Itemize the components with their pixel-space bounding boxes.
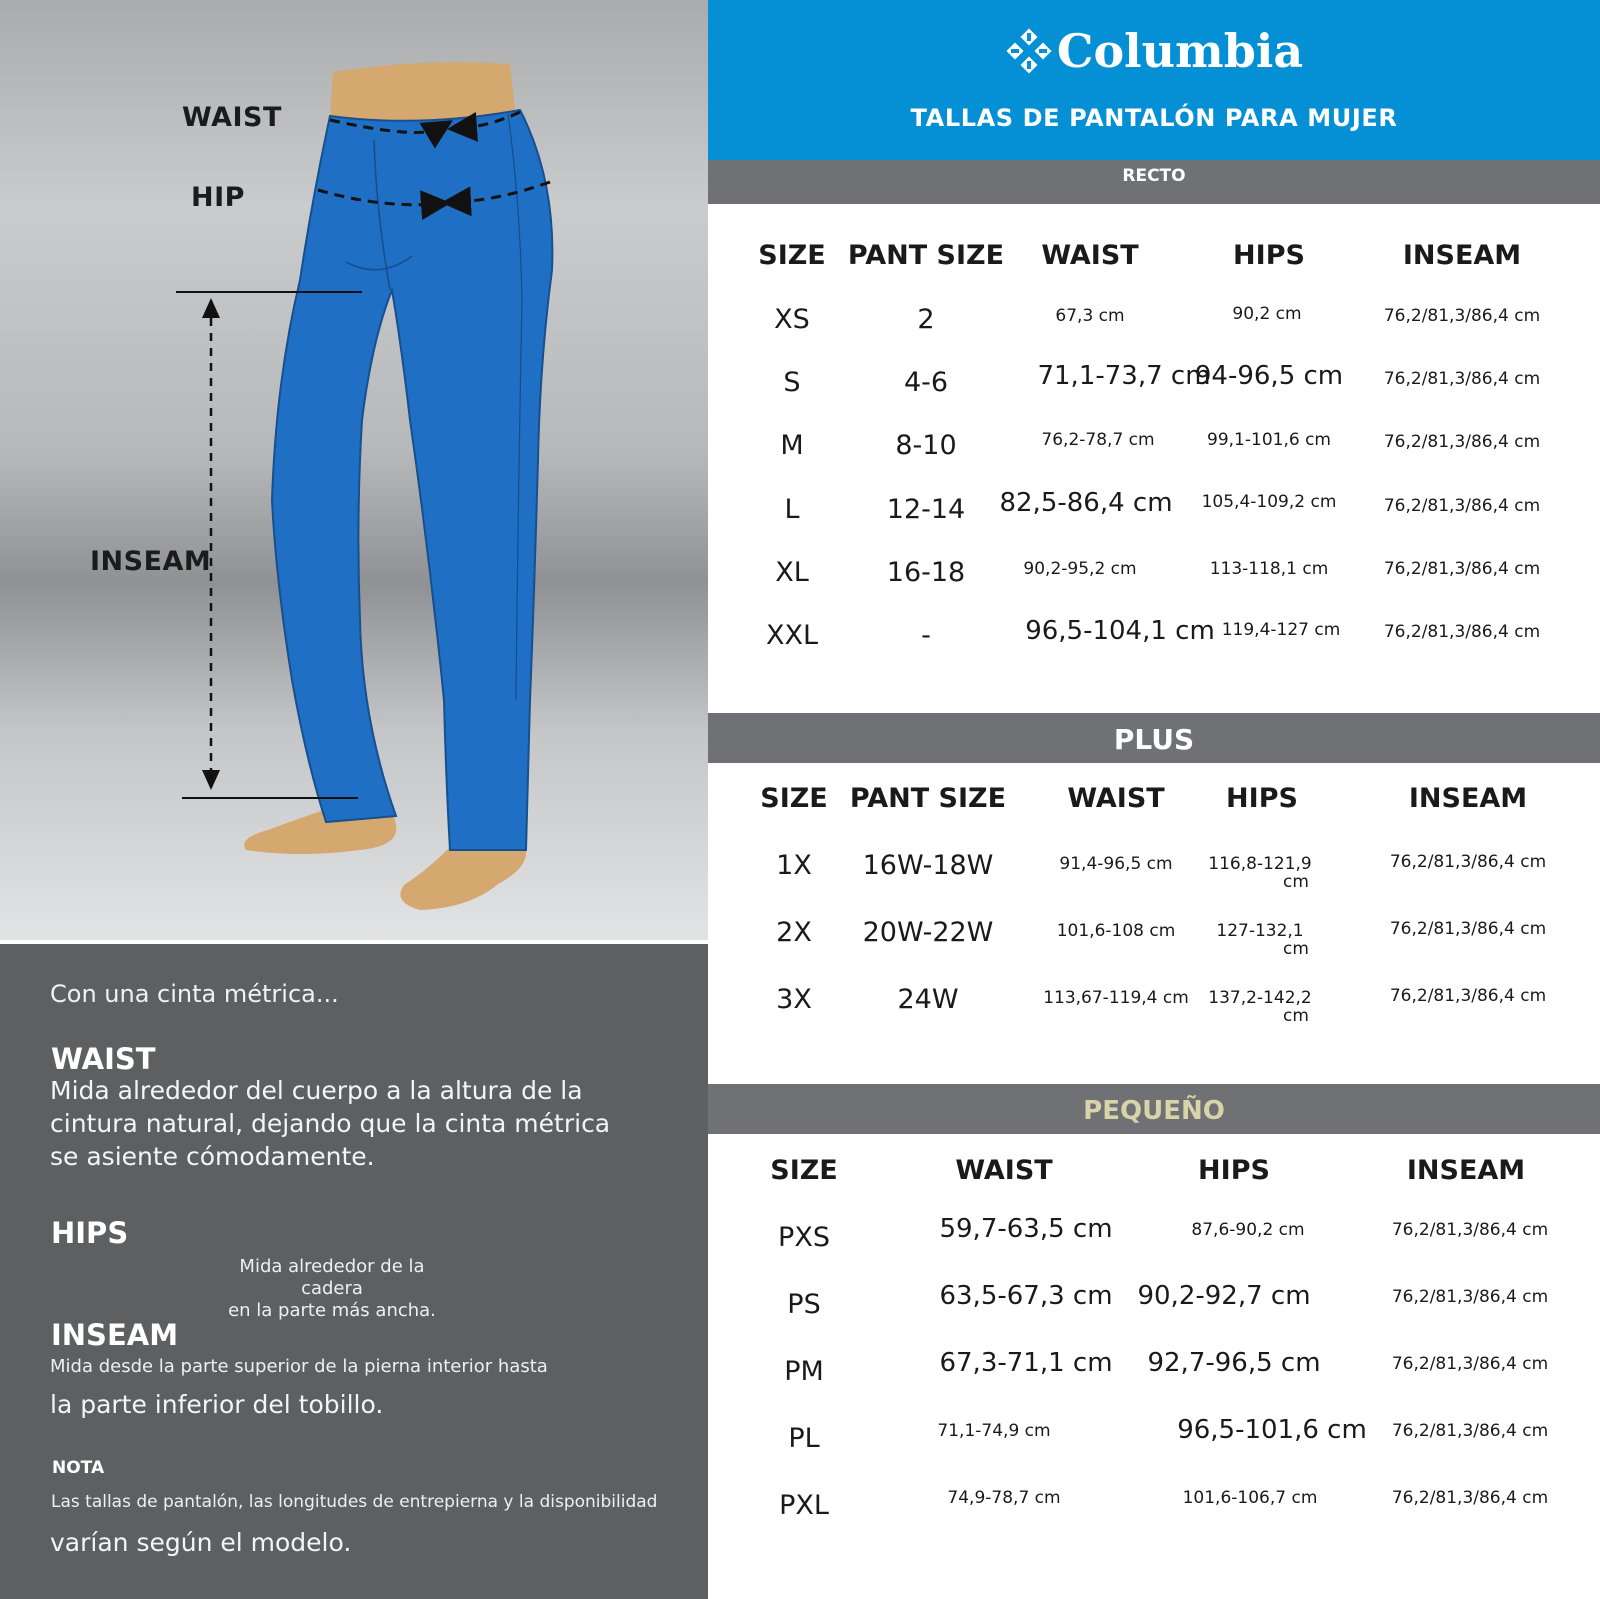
plus-cell: 76,2/81,3/86,4 cm <box>1389 852 1547 872</box>
page-title: TALLAS DE PANTALÓN PARA MUJER <box>910 104 1398 132</box>
plus-cell: 101,6-108 cm <box>1056 921 1176 941</box>
pequeno-cell: PXS <box>778 1222 830 1253</box>
plus-cell: 16W-18W <box>862 850 994 881</box>
recto-cell: 76,2/81,3/86,4 cm <box>1383 369 1541 389</box>
recto-cell: 2 <box>917 304 935 335</box>
pequeno-cell: 101,6-106,7 cm <box>1182 1488 1318 1508</box>
pequeno-col-header: INSEAM <box>1406 1155 1526 1186</box>
columbia-diamond-icon <box>1005 27 1053 75</box>
pequeno-col-header: SIZE <box>770 1155 838 1186</box>
note-heading: NOTA <box>52 1458 105 1478</box>
recto-cell: 105,4-109,2 cm <box>1201 492 1337 512</box>
plus-cell: 116,8-121,9 <box>1208 854 1312 874</box>
recto-cell: - <box>921 620 931 651</box>
recto-cell: 76,2/81,3/86,4 cm <box>1383 622 1541 642</box>
recto-col-header: HIPS <box>1233 240 1305 271</box>
pequeno-cell: 71,1-74,9 cm <box>937 1421 1051 1441</box>
recto-cell: 67,3 cm <box>1055 306 1125 326</box>
plus-cell: 137,2-142,2 <box>1208 988 1312 1008</box>
note-line-2: varían según el modelo. <box>50 1528 352 1557</box>
section-recto-title: RECTO <box>708 160 1600 204</box>
instructions-intro: Con una cinta métrica... <box>50 980 339 1008</box>
inseam-label: INSEAM <box>90 546 212 577</box>
recto-cell: 16-18 <box>886 557 966 588</box>
inseam-heading: INSEAM <box>51 1318 179 1352</box>
section-pequeno-title: PEQUEÑO <box>708 1084 1600 1134</box>
recto-cell: 76,2/81,3/86,4 cm <box>1383 559 1541 579</box>
recto-cell: 4-6 <box>903 367 949 398</box>
plus-col-header: WAIST <box>1067 783 1165 814</box>
waist-label: WAIST <box>182 102 282 133</box>
section-plus-title: PLUS <box>708 713 1600 763</box>
plus-cell: 1X <box>776 850 812 881</box>
recto-col-header: INSEAM <box>1402 240 1522 271</box>
recto-cell: 8-10 <box>895 430 957 461</box>
plus-cell: 76,2/81,3/86,4 cm <box>1389 919 1547 939</box>
plus-col-header: PANT SIZE <box>849 783 1007 814</box>
recto-cell: 12-14 <box>886 494 966 525</box>
plus-cell: 20W-22W <box>862 917 994 948</box>
pequeno-cell: 63,5-67,3 cm <box>939 1281 1113 1311</box>
pequeno-cell: 96,5-101,6 cm <box>1177 1415 1367 1445</box>
recto-cell: 76,2-78,7 cm <box>1041 430 1155 450</box>
hips-heading: HIPS <box>51 1216 129 1250</box>
pants-drawing <box>0 0 708 940</box>
plus-cell: 24W <box>897 984 959 1015</box>
pequeno-col-header: HIPS <box>1198 1155 1270 1186</box>
pequeno-col-header: WAIST <box>955 1155 1053 1186</box>
pequeno-cell: 59,7-63,5 cm <box>939 1214 1113 1244</box>
pequeno-cell: 90,2-92,7 cm <box>1137 1281 1311 1311</box>
recto-cell: 113-118,1 cm <box>1209 559 1329 579</box>
recto-cell: XS <box>774 304 810 335</box>
recto-cell: 76,2/81,3/86,4 cm <box>1383 496 1541 516</box>
hips-desc-line: en la parte más ancha. <box>228 1300 436 1321</box>
pequeno-cell: 67,3-71,1 cm <box>939 1348 1113 1378</box>
plus-cell: 91,4-96,5 cm <box>1059 854 1173 874</box>
pequeno-cell: 76,2/81,3/86,4 cm <box>1391 1354 1549 1374</box>
pequeno-cell: 76,2/81,3/86,4 cm <box>1391 1421 1549 1441</box>
inseam-description-2: la parte inferior del tobillo. <box>50 1390 384 1419</box>
brand-header <box>708 0 1600 160</box>
plus-cell: 127-132,1 <box>1216 921 1304 941</box>
pequeno-cell: 87,6-90,2 cm <box>1191 1220 1305 1240</box>
recto-cell: 82,5-86,4 cm <box>999 488 1173 518</box>
plus-col-header: SIZE <box>760 783 828 814</box>
hips-desc-line: Mida alrededor de la cadera <box>239 1256 425 1299</box>
plus-cell: 2X <box>776 917 812 948</box>
waist-desc-line: Mida alrededor del cuerpo a la altura de la <box>50 1076 583 1105</box>
recto-cell: 94-96,5 cm <box>1194 361 1344 391</box>
recto-cell: 96,5-104,1 cm <box>1025 616 1215 646</box>
recto-cell: 119,4-127 cm <box>1221 620 1341 640</box>
pequeno-cell: 76,2/81,3/86,4 cm <box>1391 1287 1549 1307</box>
pequeno-cell: PS <box>787 1289 821 1320</box>
plus-cell: cm <box>1283 872 1309 892</box>
hip-label: HIP <box>191 182 245 213</box>
recto-cell: XXL <box>765 620 819 651</box>
brand-name: Columbia <box>1056 24 1304 78</box>
plus-cell: cm <box>1283 939 1309 959</box>
pequeno-cell: 92,7-96,5 cm <box>1147 1348 1321 1378</box>
recto-col-header: SIZE <box>758 240 826 271</box>
pants-body <box>272 110 552 850</box>
plus-col-header: HIPS <box>1226 783 1298 814</box>
recto-col-header: WAIST <box>1041 240 1139 271</box>
recto-cell: S <box>783 367 801 398</box>
recto-cell: 71,1-73,7 cm <box>1037 361 1211 391</box>
pequeno-cell: PXL <box>779 1490 829 1521</box>
pequeno-cell: 74,9-78,7 cm <box>947 1488 1061 1508</box>
recto-cell: 90,2-95,2 cm <box>1023 559 1137 579</box>
pants-illustration <box>0 0 708 940</box>
note-line-1: Las tallas de pantalón, las longitudes de entrepierna y la disponibilidad <box>51 1492 658 1512</box>
pequeno-cell: 76,2/81,3/86,4 cm <box>1391 1220 1549 1240</box>
plus-cell: 113,67-119,4 cm <box>1043 988 1189 1008</box>
recto-cell: M <box>780 430 804 461</box>
plus-cell: 76,2/81,3/86,4 cm <box>1389 986 1547 1006</box>
recto-cell: 76,2/81,3/86,4 cm <box>1383 432 1541 452</box>
right-foot <box>400 845 526 910</box>
recto-col-header: PANT SIZE <box>847 240 1005 271</box>
plus-cell: 3X <box>776 984 812 1015</box>
hips-description <box>212 1256 452 1322</box>
recto-cell: 76,2/81,3/86,4 cm <box>1383 306 1541 326</box>
waist-desc-line: se asiente cómodamente. <box>50 1142 375 1171</box>
brand-logo <box>708 24 1600 78</box>
waist-description <box>50 1074 690 1173</box>
recto-cell: L <box>784 494 800 525</box>
pequeno-cell: PM <box>784 1356 824 1387</box>
waist-heading: WAIST <box>51 1042 156 1076</box>
recto-cell: 99,1-101,6 cm <box>1207 430 1331 450</box>
measuring-instructions <box>0 944 708 1599</box>
plus-cell: cm <box>1283 1006 1309 1026</box>
inseam-description-1: Mida desde la parte superior de la pierna interior hasta <box>50 1356 548 1377</box>
plus-col-header: INSEAM <box>1408 783 1528 814</box>
pequeno-cell: 76,2/81,3/86,4 cm <box>1391 1488 1549 1508</box>
recto-cell: 90,2 cm <box>1232 304 1302 324</box>
recto-cell: XL <box>775 557 809 588</box>
waist-desc-line: cintura natural, dejando que la cinta métrica <box>50 1109 611 1138</box>
pequeno-cell: PL <box>788 1423 820 1454</box>
